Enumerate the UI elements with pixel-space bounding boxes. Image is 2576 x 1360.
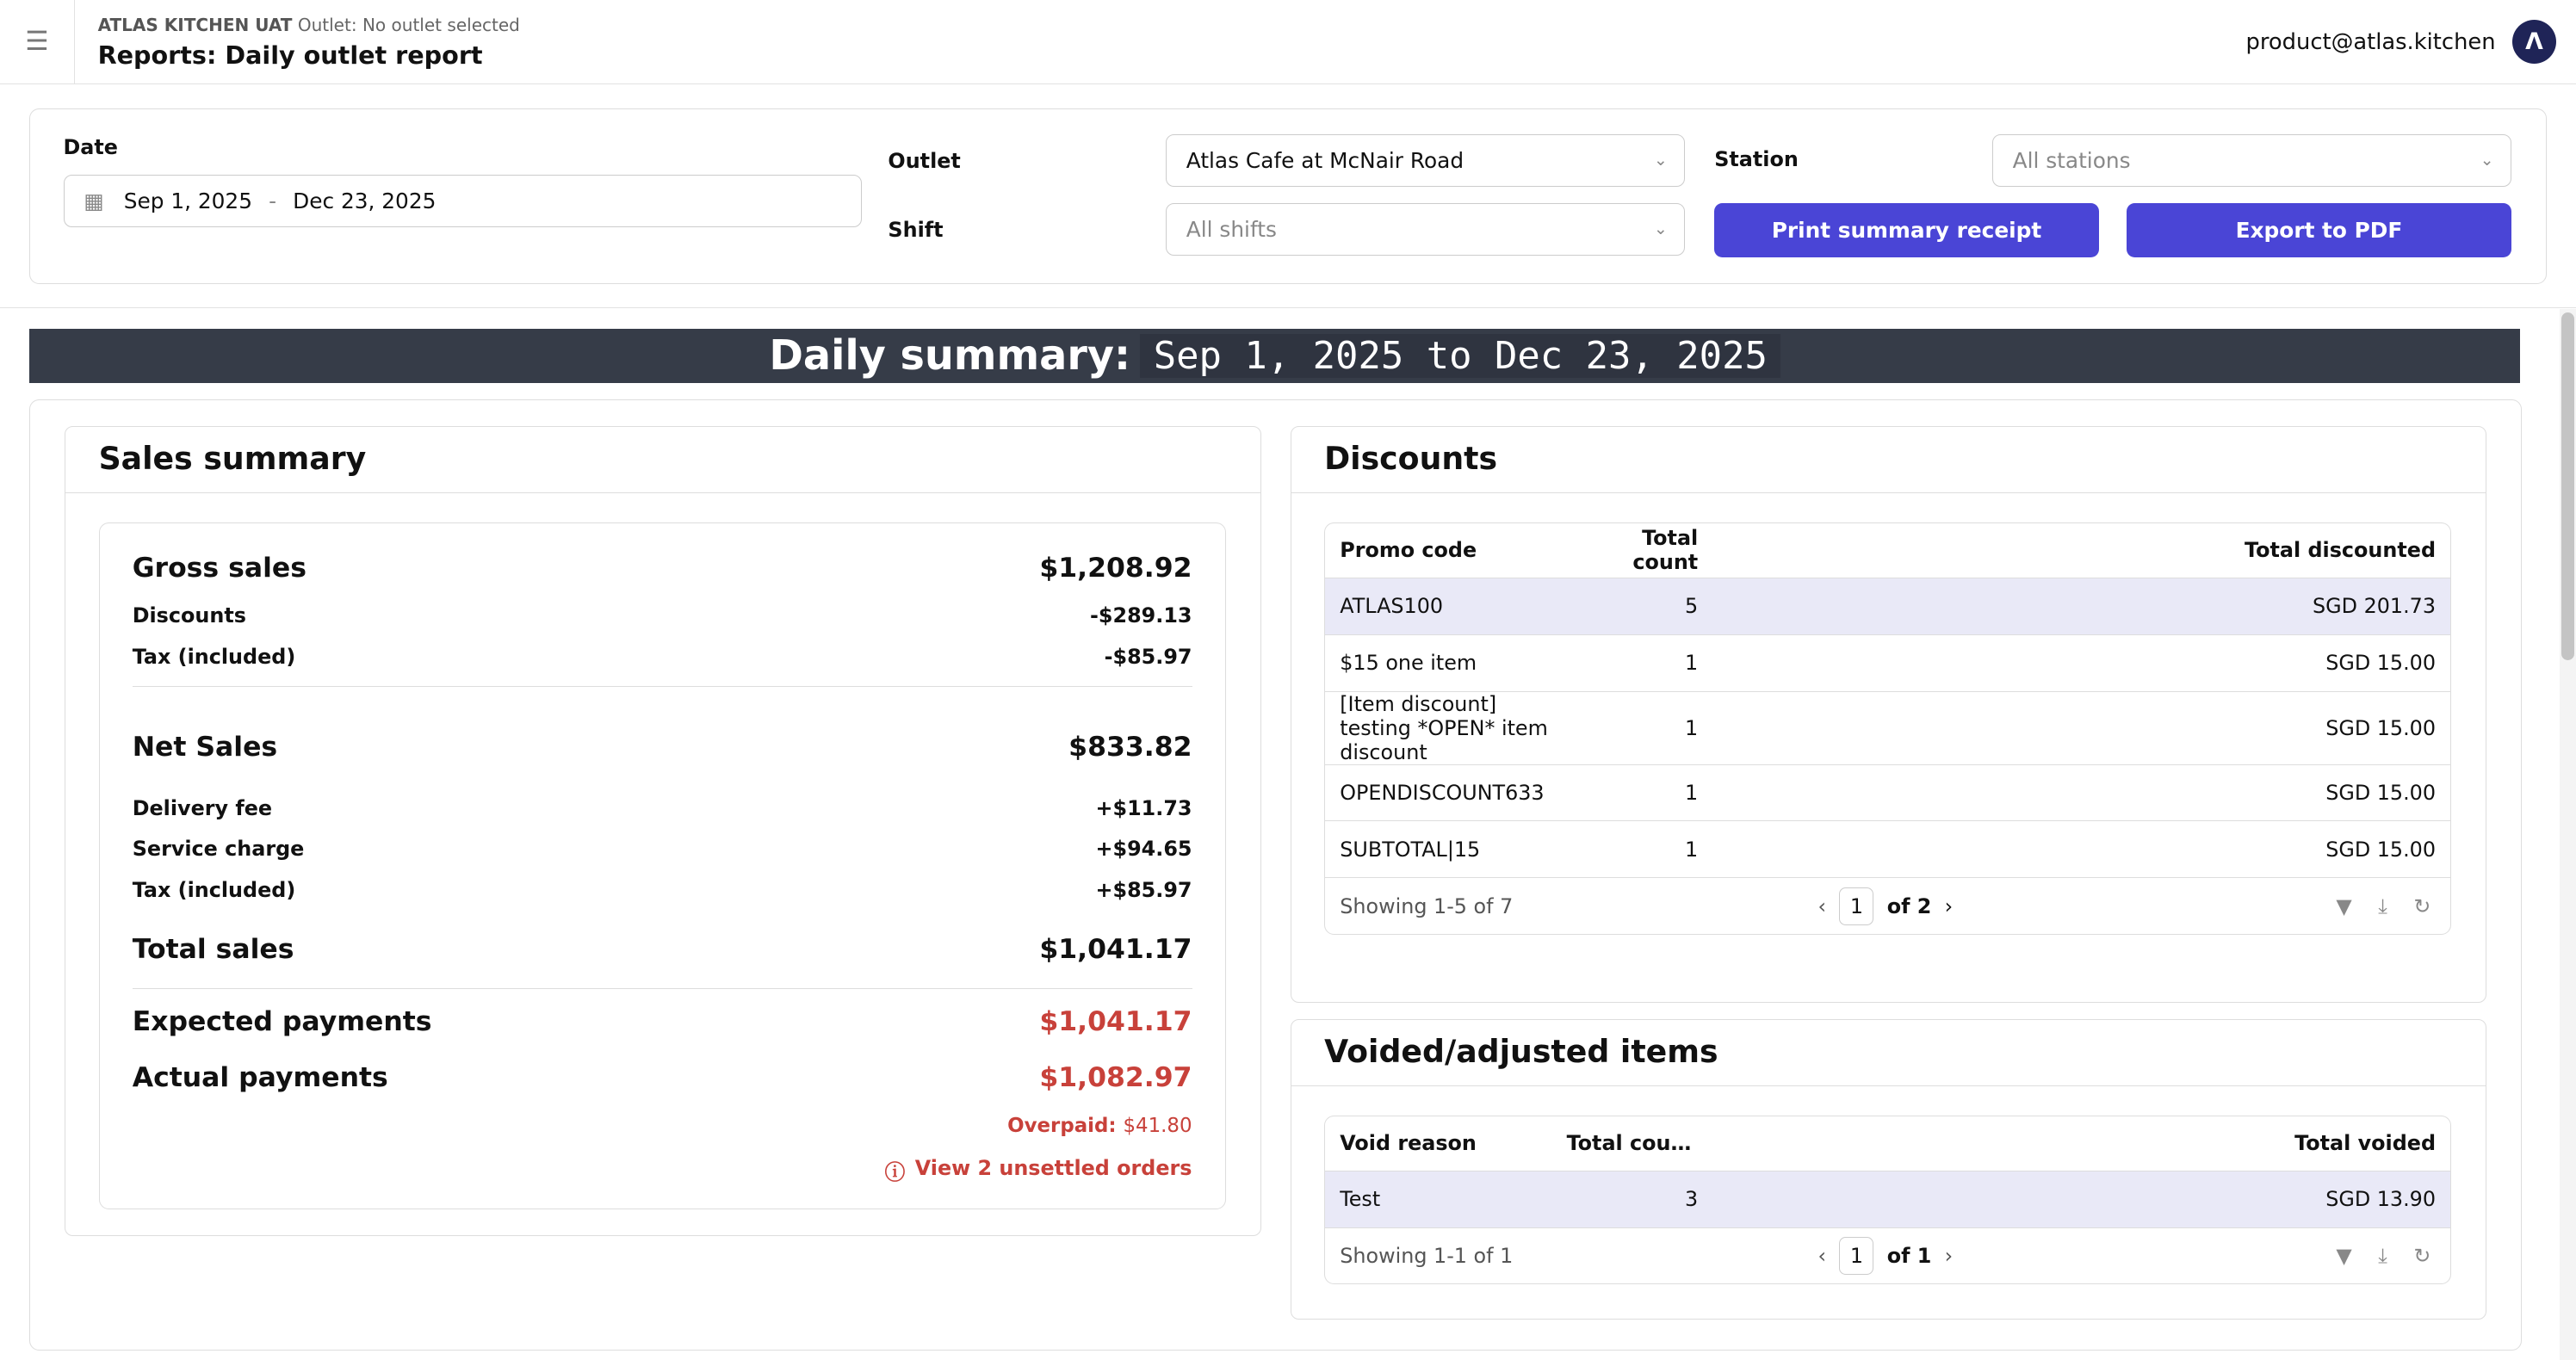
card-title: Discounts: [1291, 427, 2486, 493]
column-header[interactable]: Promo code: [1325, 523, 1568, 578]
label: Delivery fee: [132, 795, 273, 820]
label: Net Sales: [132, 732, 278, 763]
print-summary-receipt-button[interactable]: Print summary receipt: [1714, 203, 2099, 257]
column-header[interactable]: Total voided: [1712, 1116, 2450, 1171]
chevron-down-icon: ⌄: [1653, 151, 1668, 170]
page-input[interactable]: 1: [1839, 887, 1873, 925]
label: Actual payments: [132, 1061, 388, 1093]
filter-icon[interactable]: ▼: [2336, 893, 2352, 918]
net-sales-row: [133, 732, 1192, 763]
pagination: [1325, 1228, 2450, 1284]
info-icon: ⓘ: [884, 1159, 906, 1184]
value: +$11.73: [1095, 795, 1192, 820]
download-icon[interactable]: ⤓: [2378, 893, 2387, 918]
table-cell: SGD 15.00: [1712, 634, 2450, 691]
download-icon[interactable]: ⤓: [2378, 1244, 2387, 1269]
chevron-down-icon: ⌄: [2480, 151, 2494, 170]
showing-text: Showing 1-5 of 7: [1340, 893, 1514, 918]
page-input[interactable]: 1: [1839, 1237, 1873, 1275]
value: +$94.65: [1095, 837, 1192, 862]
table-cell: 1: [1568, 764, 1712, 821]
sales-summary-card: [65, 426, 1260, 1236]
refresh-icon[interactable]: ↻: [2413, 1244, 2431, 1269]
outlet-value: Atlas Cafe at McNair Road: [1186, 147, 1464, 173]
table-cell: 1: [1568, 634, 1712, 691]
station-select[interactable]: [1992, 134, 2511, 187]
table-cell: OPENDISCOUNT633: [1325, 764, 1568, 821]
summary-banner: [29, 329, 2520, 383]
value: $1,041.17: [1039, 933, 1192, 965]
label: Service charge: [132, 837, 305, 862]
page-total: of 1: [1886, 1244, 1932, 1269]
shift-label: Shift: [888, 217, 944, 242]
delivery-fee-row: [133, 796, 1192, 820]
table-cell: $15 one item: [1325, 634, 1568, 691]
discounts-table: [1324, 522, 2451, 935]
value: $1,041.17: [1039, 1005, 1192, 1037]
tax-row: [133, 878, 1192, 902]
column-header[interactable]: Total cou…: [1551, 1116, 1712, 1171]
table-row[interactable]: [1325, 691, 2450, 764]
avatar[interactable]: Λ: [2512, 20, 2557, 65]
table-row[interactable]: [1325, 578, 2450, 634]
calendar-icon: ▦: [84, 189, 104, 214]
page-title: Reports: Daily outlet report: [97, 40, 483, 70]
value: $1,208.92: [1039, 553, 1192, 584]
service-charge-row: [133, 837, 1192, 861]
prev-page-icon[interactable]: ‹: [1817, 893, 1827, 918]
station-label: Station: [1714, 146, 1799, 171]
user-email[interactable]: product@atlas.kitchen: [2245, 28, 2496, 55]
filter-icon[interactable]: ▼: [2336, 1244, 2352, 1269]
table-cell: SGD 15.00: [1712, 821, 2450, 878]
label: Expected payments: [132, 1005, 432, 1037]
report-container: [29, 399, 2522, 1351]
export-pdf-button[interactable]: Export to PDF: [2127, 203, 2511, 257]
value: -$289.13: [1090, 603, 1192, 628]
table-cell: 1: [1568, 821, 1712, 878]
value: $833.82: [1068, 732, 1192, 763]
table-row[interactable]: [1325, 634, 2450, 691]
table-cell: 3: [1551, 1171, 1712, 1227]
showing-text: Showing 1-1 of 1: [1340, 1244, 1514, 1269]
scrollbar-thumb[interactable]: [2561, 312, 2574, 661]
voided-table: [1324, 1116, 2451, 1285]
table-cell: [Item discount] testing *OPEN* item discount: [1325, 691, 1568, 764]
table-row[interactable]: [1325, 821, 2450, 878]
label: Overpaid:: [1007, 1114, 1117, 1137]
total-sales-row: [133, 934, 1192, 965]
label: Discounts: [132, 603, 246, 628]
date-separator: -: [269, 189, 277, 214]
table-cell: ATLAS100: [1325, 578, 1568, 634]
discounts-row: [133, 603, 1192, 627]
date-start: Sep 1, 2025: [123, 189, 252, 214]
station-placeholder: All stations: [2012, 147, 2131, 173]
table-cell: SGD 201.73: [1712, 578, 2450, 634]
outlet-label: Outlet: [888, 148, 961, 173]
link-text[interactable]: View 2 unsettled orders: [914, 1155, 1192, 1180]
table-cell: SGD 15.00: [1712, 764, 2450, 821]
table-cell: 1: [1568, 691, 1712, 764]
top-bar: [0, 0, 2576, 84]
column-header[interactable]: Void reason: [1325, 1116, 1551, 1171]
shift-select[interactable]: [1166, 203, 1685, 256]
table-cell: SGD 13.90: [1712, 1171, 2450, 1227]
divider: [133, 686, 1192, 687]
value: $41.80: [1123, 1114, 1192, 1137]
chevron-down-icon: ⌄: [1653, 219, 1668, 239]
outlet-select[interactable]: [1166, 134, 1685, 187]
label: Total sales: [132, 933, 294, 965]
menu-icon[interactable]: ☰: [0, 0, 75, 83]
column-header[interactable]: Total count: [1568, 523, 1712, 578]
date-label: Date: [63, 135, 118, 160]
column-header[interactable]: Total discounted: [1712, 523, 2450, 578]
label: Gross sales: [132, 553, 307, 584]
table-cell: 5: [1568, 578, 1712, 634]
next-page-icon[interactable]: ›: [1944, 893, 1954, 918]
actual-payments-row: [133, 1062, 1192, 1093]
divider: [133, 988, 1192, 989]
tax-row: [133, 645, 1192, 669]
page-total: of 2: [1886, 893, 1932, 918]
value: -$85.97: [1104, 645, 1192, 670]
table-row[interactable]: [1325, 1171, 2450, 1227]
label: Tax (included): [132, 878, 296, 903]
scrollbar[interactable]: [2560, 309, 2576, 1360]
pagination: [1325, 878, 2450, 934]
banner-title: Daily summary:: [769, 331, 1131, 380]
value: +$85.97: [1095, 878, 1192, 903]
overpaid-row: [133, 1115, 1192, 1137]
voided-items-card: [1291, 1019, 2486, 1320]
value: $1,082.97: [1039, 1061, 1192, 1093]
banner-range: Sep 1, 2025 to Dec 23, 2025: [1140, 334, 1780, 378]
date-range-input[interactable]: [64, 175, 862, 227]
prev-page-icon[interactable]: ‹: [1817, 1244, 1827, 1269]
table-cell: Test: [1325, 1171, 1551, 1227]
date-end: Dec 23, 2025: [293, 189, 437, 214]
divider: [0, 307, 2576, 308]
label: Tax (included): [132, 645, 296, 670]
refresh-icon[interactable]: ↻: [2413, 893, 2431, 918]
table-cell: SUBTOTAL|15: [1325, 821, 1568, 878]
gross-sales-row: [133, 553, 1192, 584]
card-title: Sales summary: [65, 427, 1260, 493]
table-cell: SGD 15.00: [1712, 691, 2450, 764]
expected-payments-row: [133, 1006, 1192, 1037]
unsettled-orders-link[interactable]: [133, 1156, 1192, 1185]
table-row[interactable]: [1325, 764, 2450, 821]
org-name: ATLAS KITCHEN UAT: [97, 14, 293, 35]
outlet-status: Outlet: No outlet selected: [297, 14, 520, 35]
next-page-icon[interactable]: ›: [1944, 1244, 1954, 1269]
card-title: Voided/adjusted items: [1291, 1020, 2486, 1086]
shift-placeholder: All shifts: [1186, 216, 1277, 242]
filters-panel: [29, 108, 2546, 284]
discounts-card: [1291, 426, 2486, 1003]
sales-summary-box: [99, 522, 1226, 1209]
